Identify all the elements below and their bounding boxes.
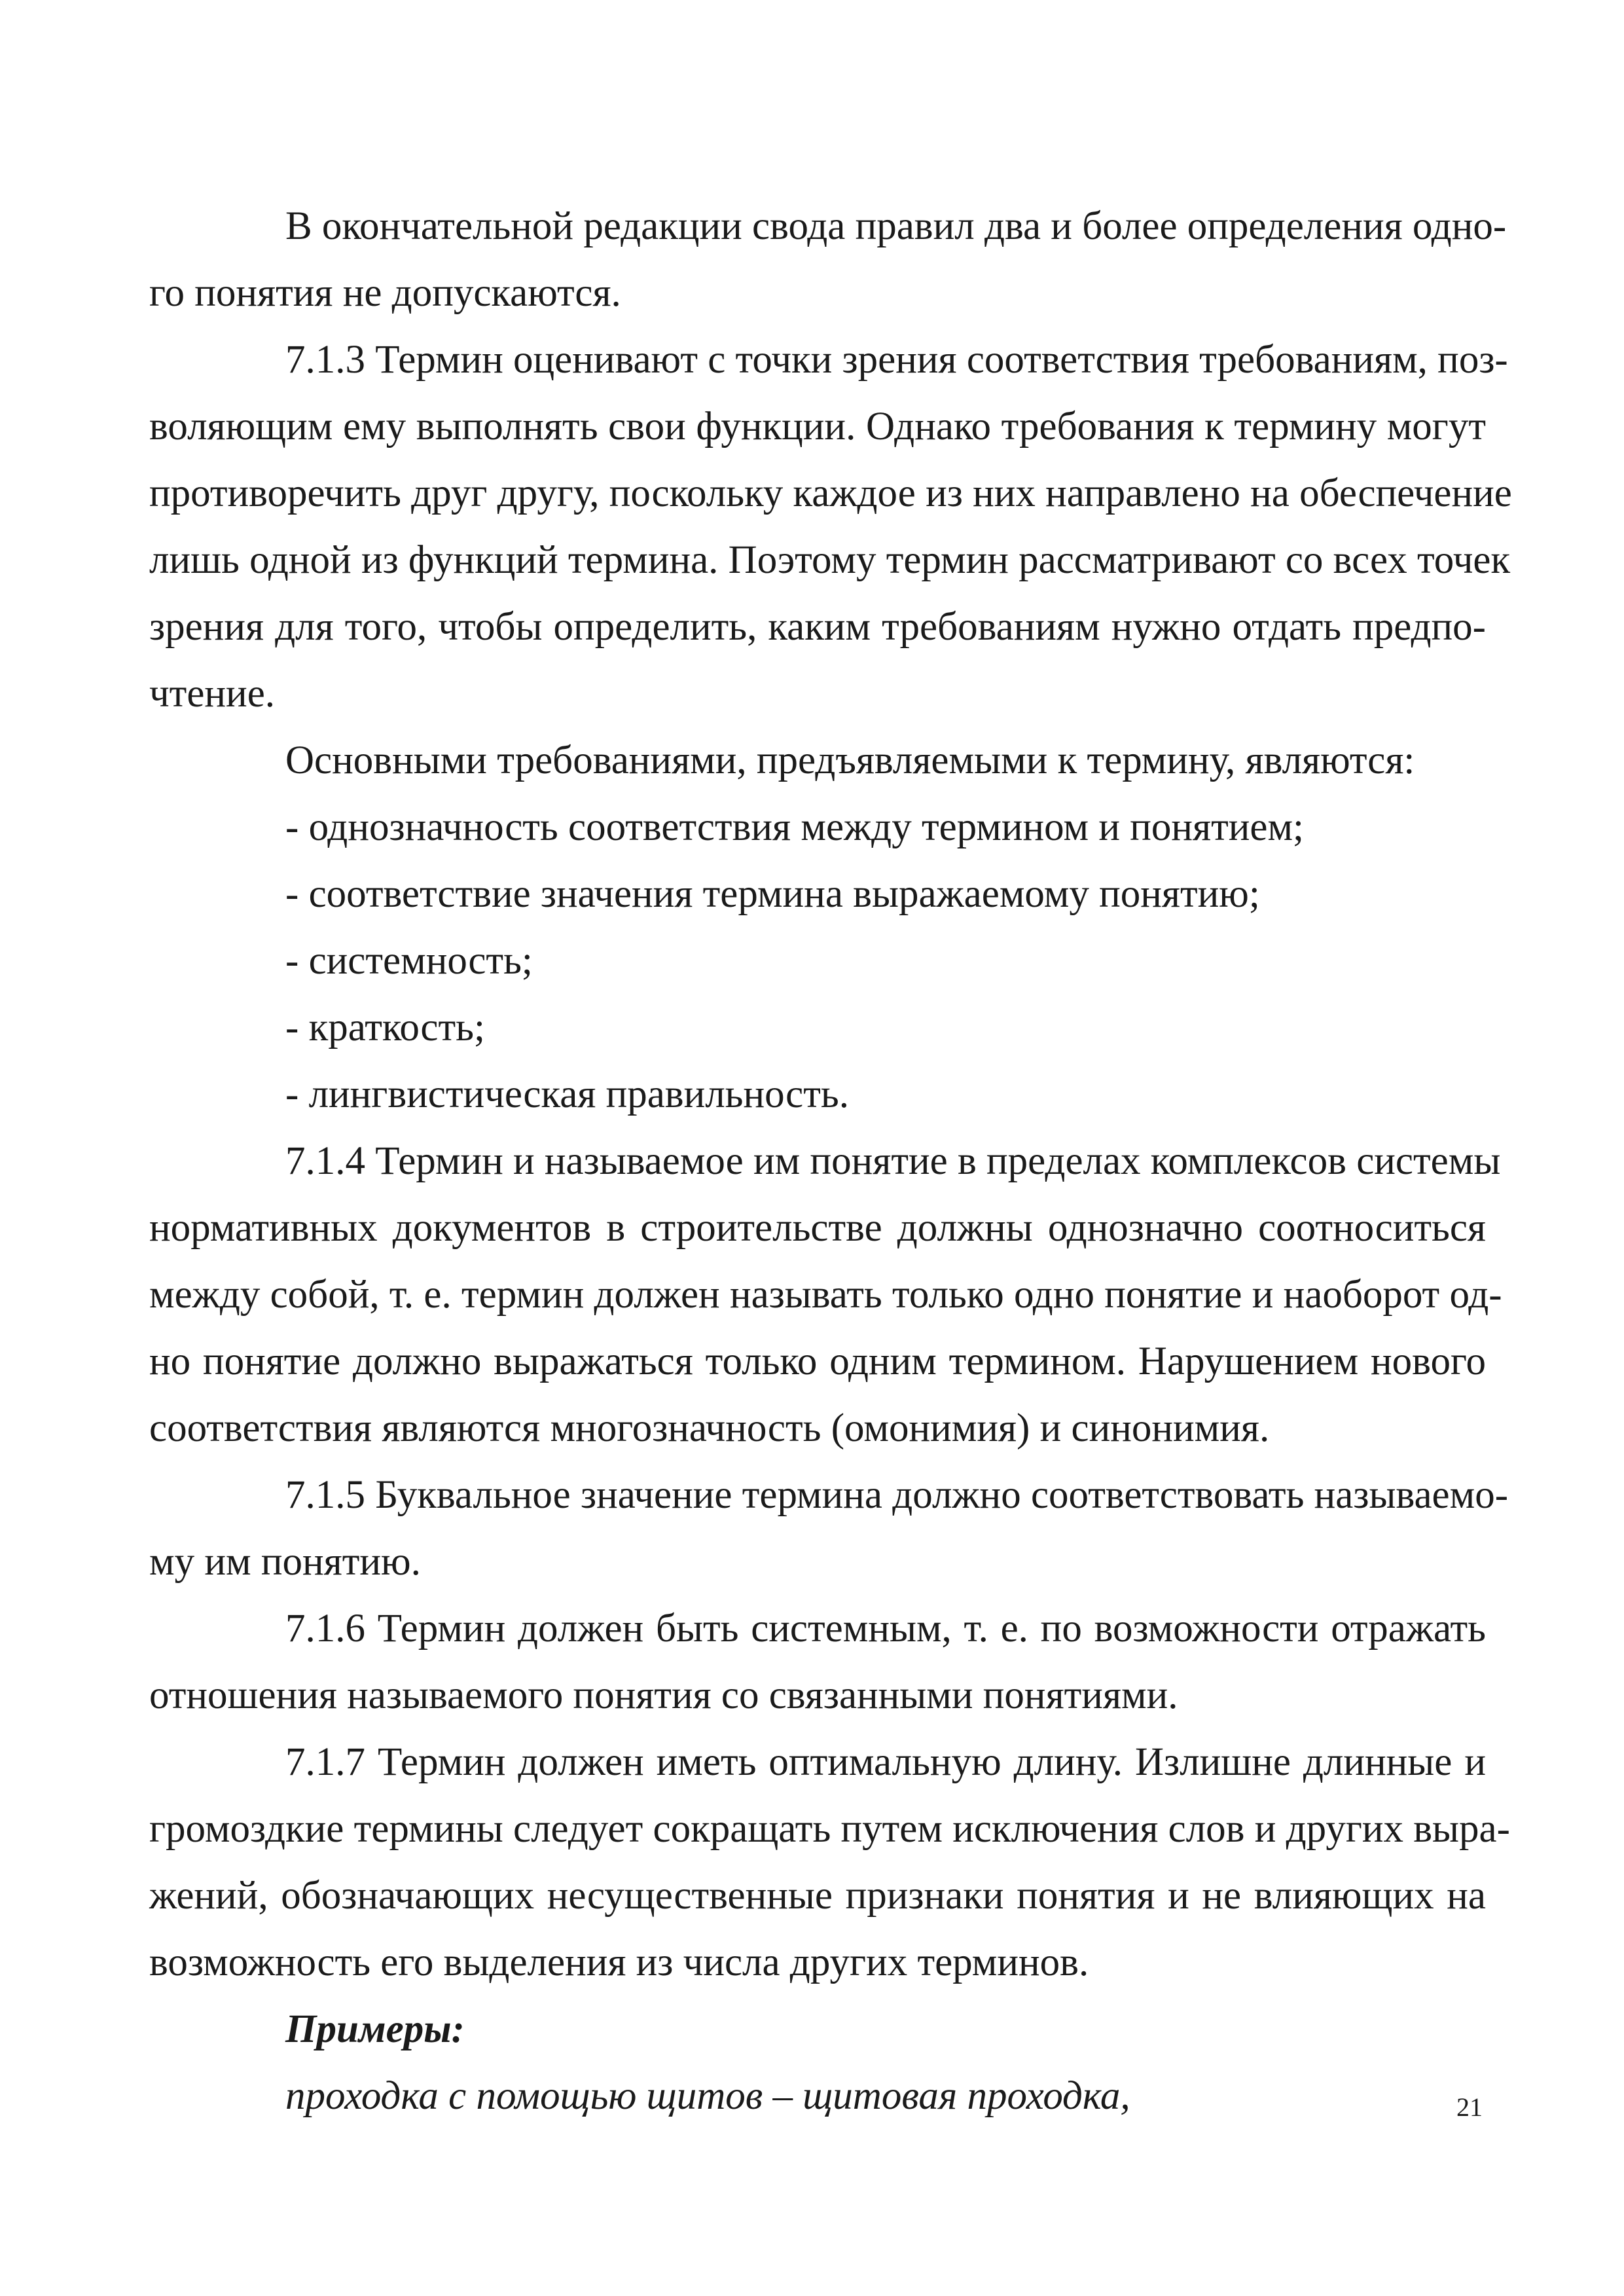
text-line: чтение. bbox=[149, 672, 276, 716]
list-item: - системность; bbox=[285, 939, 533, 983]
text-line: между собой, т. е. термин должен называть только одно понятие и наоборот од- bbox=[149, 1273, 1502, 1317]
text-line: отношения называемого понятия со связанными понятиями. bbox=[149, 1673, 1178, 1717]
text-line: В окончательной редакции свода правил два и более определения одно- bbox=[285, 204, 1507, 248]
text-line: соответствия являются многозначность (омонимия) и синонимия. bbox=[149, 1406, 1270, 1450]
text-line: му им понятию. bbox=[149, 1540, 421, 1584]
text-line: го понятия не допускаются. bbox=[149, 271, 621, 315]
list-item: - лингвистическая правильность. bbox=[285, 1072, 849, 1116]
text-line: воляющим ему выполнять свои функции. Однако требования к термину могут bbox=[149, 405, 1486, 448]
text-line: зрения для того, чтобы определить, каким требованиям нужно отдать предпо- bbox=[149, 605, 1486, 649]
text-line: Основными требованиями, предъявляемыми к термину, являются: bbox=[285, 738, 1415, 782]
page-number: 21 bbox=[1456, 2092, 1483, 2122]
text-line: 7.1.7 Термин должен иметь оптимальную длину. Излишне длинные и bbox=[285, 1740, 1486, 1784]
text-line: 7.1.3 Термин оценивают с точки зрения соответствия требованиям, поз- bbox=[285, 338, 1508, 382]
text-line: 7.1.4 Термин и называемое им понятие в пределах комплексов системы bbox=[285, 1139, 1501, 1183]
examples-heading: Примеры: bbox=[285, 2007, 465, 2051]
text-line: 7.1.5 Буквальное значение термина должно соответствовать называемо- bbox=[285, 1473, 1509, 1517]
document-body bbox=[149, 193, 1512, 2130]
text-line: но понятие должно выражаться только одним термином. Нарушением нового bbox=[149, 1339, 1486, 1383]
text-line: 7.1.6 Термин должен быть системным, т. е. по возможности отражать bbox=[285, 1607, 1486, 1650]
list-item: - краткость; bbox=[285, 1006, 485, 1049]
text-line: нормативных документов в строительстве должны однозначно соотноситься bbox=[149, 1206, 1486, 1250]
text-line: противоречить друг другу, поскольку каждое из них направлено на обеспечение bbox=[149, 471, 1512, 515]
text-line: лишь одной из функций термина. Поэтому термин рассматривают со всех точек bbox=[149, 538, 1511, 582]
text-line: громоздкие термины следует сокращать путем исключения слов и других выра- bbox=[149, 1807, 1510, 1851]
list-item: - соответствие значения термина выражаемому понятию; bbox=[285, 872, 1260, 916]
text-line: жений, обозначающих несущественные признаки понятия и не влияющих на bbox=[149, 1874, 1486, 1918]
text-line: возможность его выделения из числа других терминов. bbox=[149, 1941, 1089, 1984]
list-item: - однозначность соответствия между термином и понятием; bbox=[285, 805, 1305, 849]
example-line: проходка с помощью щитов – щитовая проходка, bbox=[285, 2074, 1130, 2118]
